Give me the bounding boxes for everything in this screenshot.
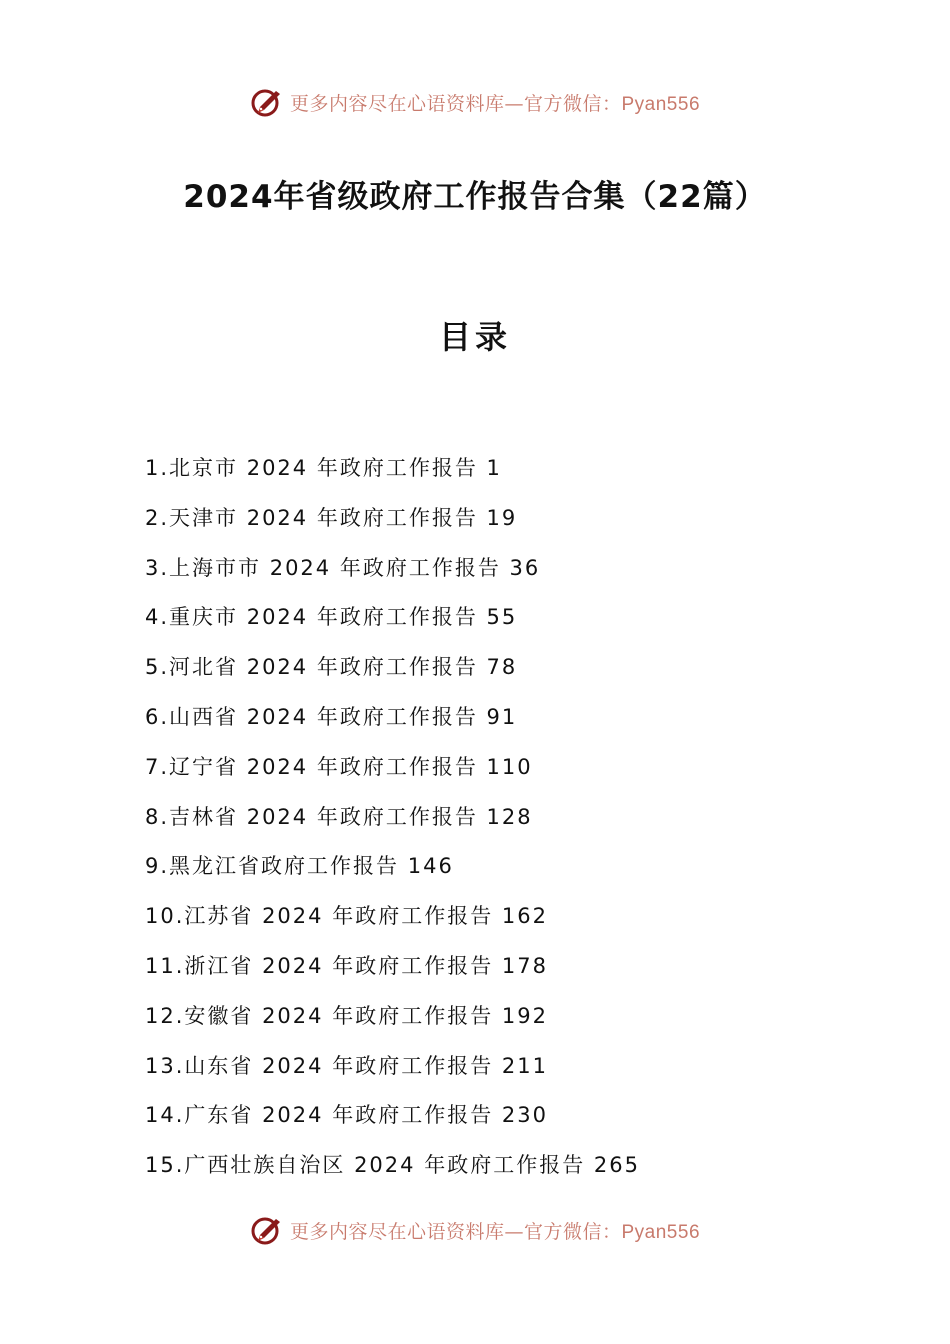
document-title: 2024年省级政府工作报告合集（22篇） (183, 179, 767, 215)
toc-page-number: 230 (501, 1103, 548, 1128)
toc-page-number: 19 (486, 505, 518, 530)
toc-page-number: 91 (486, 704, 518, 729)
footer-watermark (0, 1210, 950, 1250)
toc-item[interactable]: 5.河北省 2024 年政府工作报告 78 (145, 655, 518, 680)
toc-item[interactable]: 15.广西壮族自治区 2024 年政府工作报告 265 (145, 1153, 640, 1178)
toc-item[interactable]: 12.安徽省 2024 年政府工作报告 192 (145, 1003, 548, 1028)
toc-page-number: 128 (486, 804, 533, 829)
toc-page-number: 192 (501, 1003, 548, 1028)
toc-page-number: 55 (486, 605, 518, 630)
toc-item[interactable]: 4.重庆市 2024 年政府工作报告 55 (145, 605, 518, 630)
toc-heading: 目录 (438, 318, 511, 356)
toc-page-number: 78 (486, 655, 518, 680)
watermark-text: 更多内容尽在心语资料库—官方微信：Pyan556 (289, 92, 701, 115)
toc-item[interactable]: 14.广东省 2024 年政府工作报告 230 (145, 1103, 548, 1128)
toc-item[interactable]: 13.山东省 2024 年政府工作报告 211 (145, 1053, 548, 1078)
toc-item[interactable]: 3.上海市市 2024 年政府工作报告 36 (145, 555, 541, 580)
toc-item[interactable]: 11.浙江省 2024 年政府工作报告 178 (145, 953, 548, 978)
toc-page-number: 110 (486, 754, 533, 779)
toc-item[interactable]: 6.山西省 2024 年政府工作报告 91 (145, 704, 518, 729)
watermark-text: 更多内容尽在心语资料库—官方微信：Pyan556 (289, 1220, 701, 1243)
header-watermark (0, 82, 950, 122)
toc-item[interactable]: 7.辽宁省 2024 年政府工作报告 110 (145, 754, 533, 779)
toc-item[interactable]: 9.黑龙江省政府工作报告 146 (145, 854, 454, 879)
toc-page-number: 146 (407, 854, 454, 879)
toc-page-number: 36 (509, 555, 541, 580)
toc-item[interactable]: 8.吉林省 2024 年政府工作报告 128 (145, 804, 533, 829)
watermark-handle: Pyan556 (621, 1221, 701, 1243)
table-of-contents (145, 444, 865, 1191)
pen-logo-icon (250, 85, 284, 119)
toc-item[interactable]: 10.江苏省 2024 年政府工作报告 162 (145, 904, 548, 929)
toc-page-number: 211 (501, 1053, 548, 1078)
watermark-handle: Pyan556 (621, 93, 701, 115)
toc-page-number: 265 (593, 1153, 640, 1178)
toc-page-number: 162 (501, 904, 548, 929)
toc-item[interactable]: 1.北京市 2024 年政府工作报告 1 (145, 456, 502, 480)
toc-page-number: 178 (501, 953, 548, 978)
toc-page-number: 1 (486, 456, 502, 480)
toc-item[interactable]: 2.天津市 2024 年政府工作报告 19 (145, 505, 518, 530)
pen-logo-icon (250, 1213, 284, 1247)
